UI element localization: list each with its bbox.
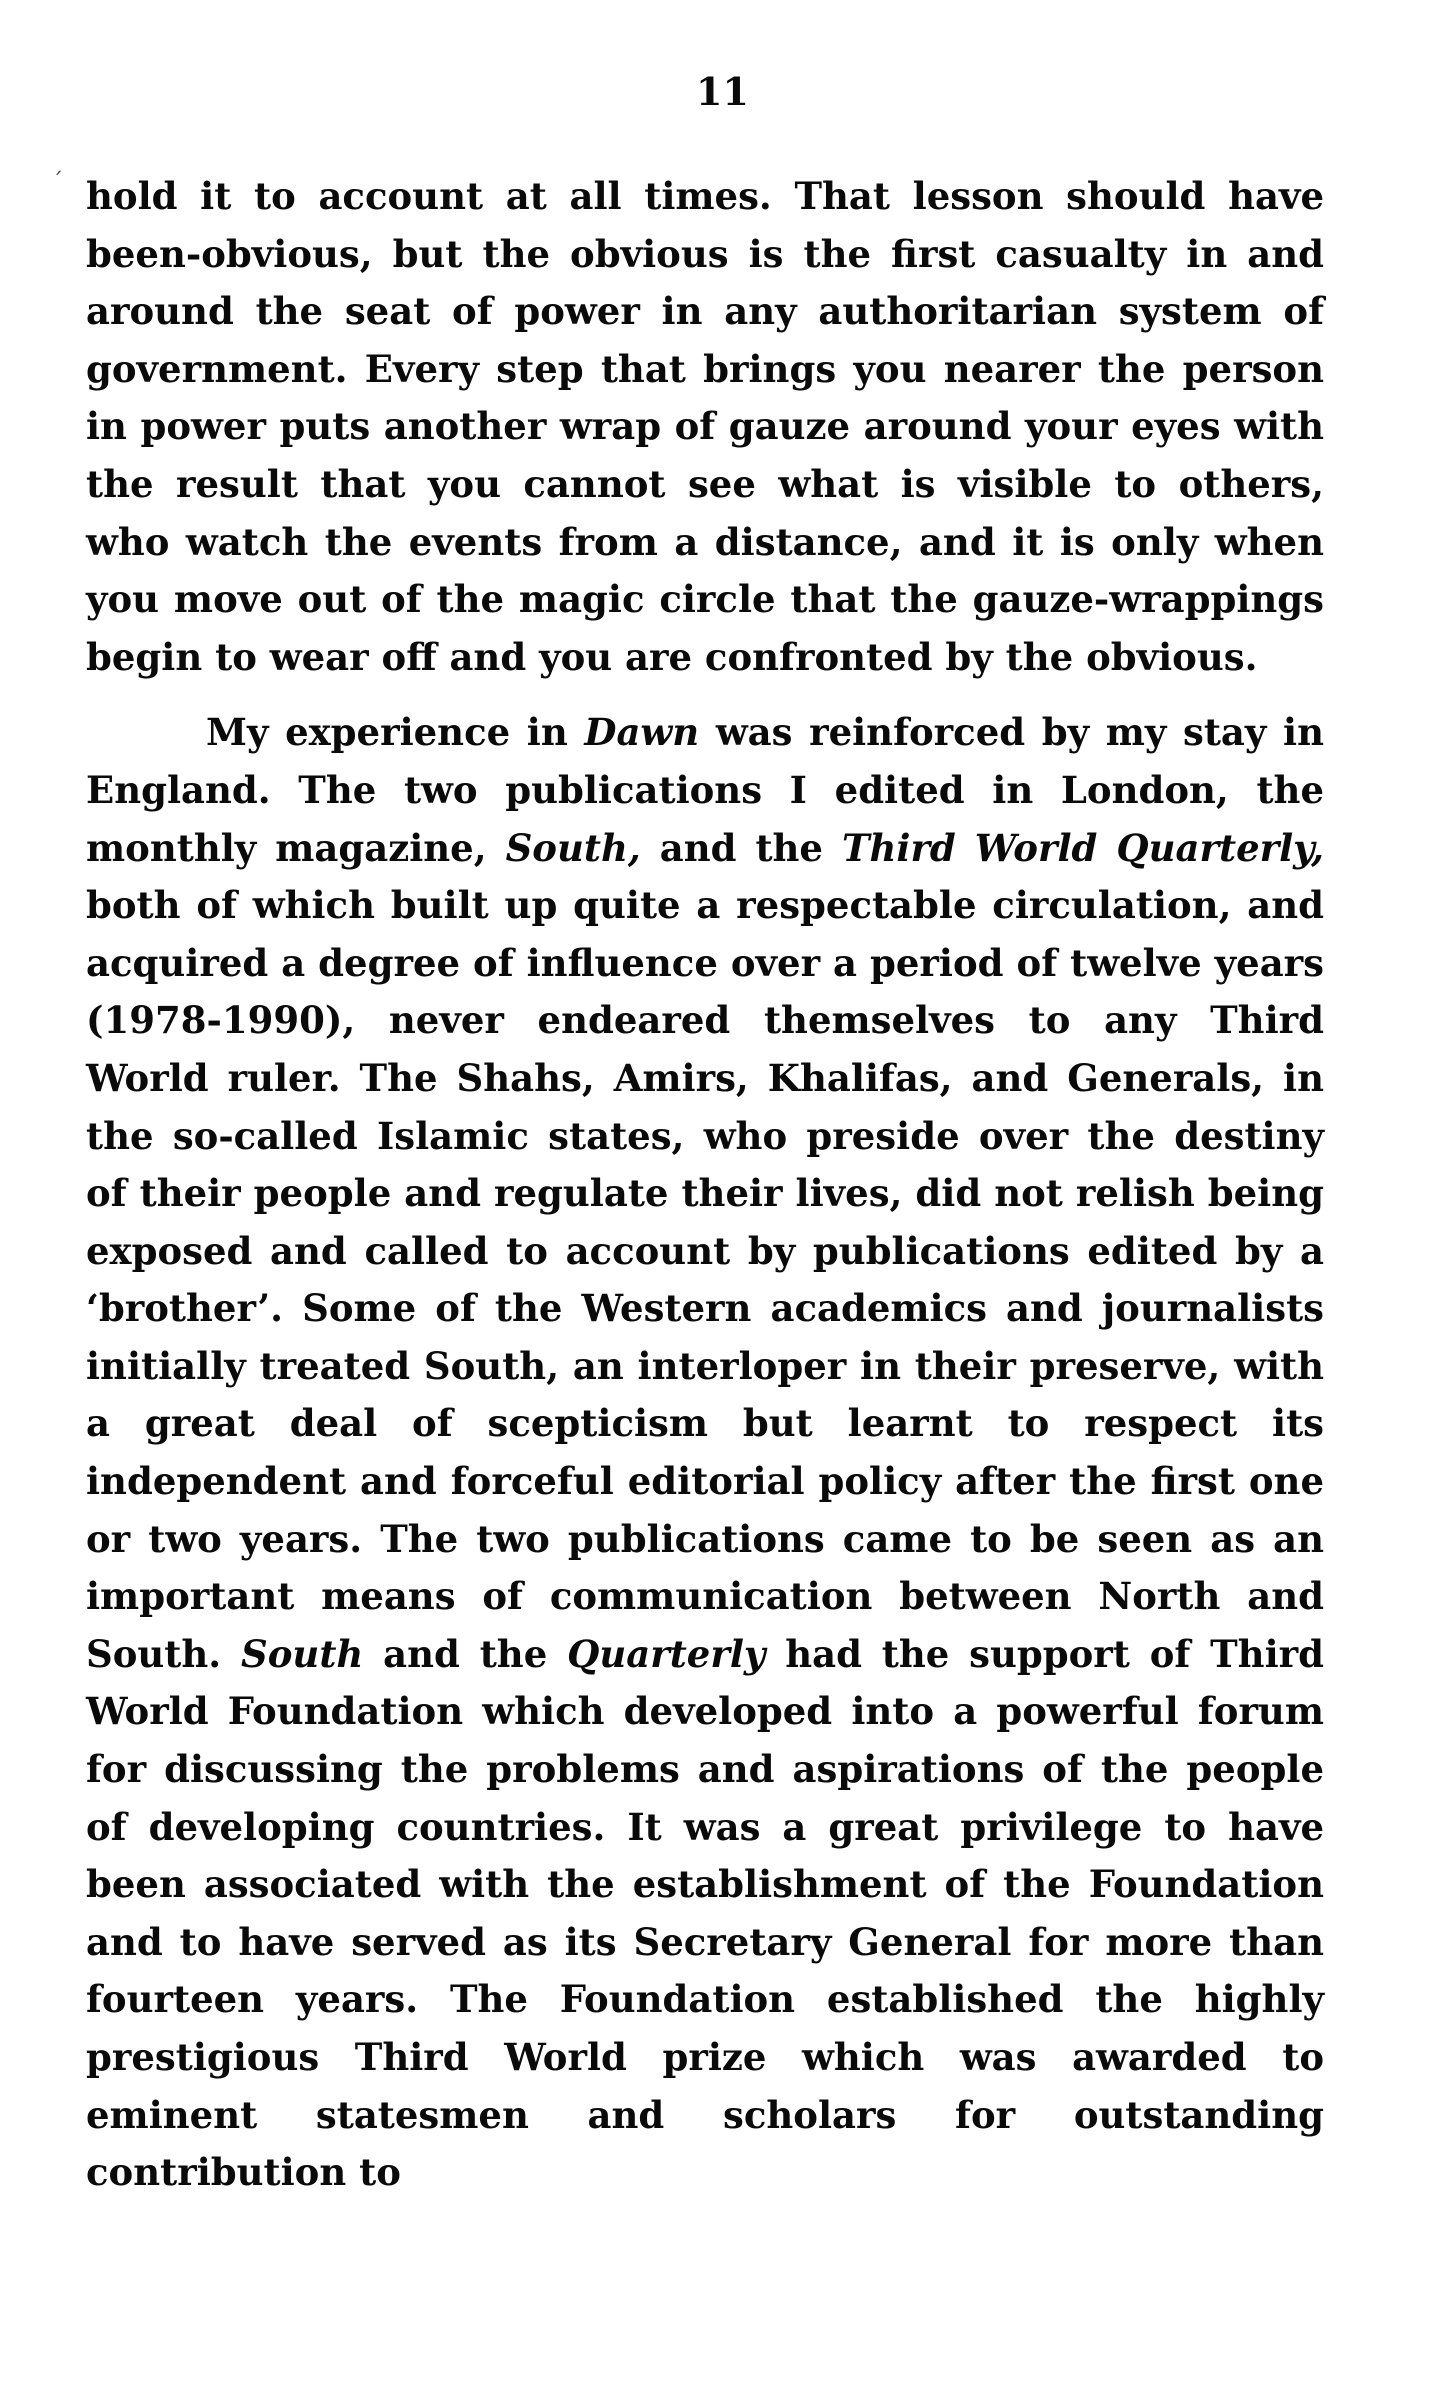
text-run: both of which built up quite a respectable circulation, and acquired a degree of influence over a period of twelve years (1978-1990), never endeared themselves to any Third World ruler. The Shahs, Amirs, Khalifas, and Generals, in the so-called Islamic states, who preside over the destiny of their people and regulate their lives, did not relish being exposed and called to account by publications edited by a ‘brother’. Some of the Western academics and journalists initially treated South, an interloper in their preserve, with a great deal of scepticism but learnt to respect its independent and forceful editorial policy after the first one or two years. The two publications came to be seen as an important means of communication between North and South. — [86, 883, 1324, 1676]
scan-mark: ´ — [52, 170, 63, 195]
text-run: My experience in — [206, 710, 585, 755]
page-number: 11 — [696, 69, 749, 114]
italic-title: South, — [505, 825, 641, 870]
italic-title: Third World Quarterly, — [841, 825, 1324, 870]
text-run: hold it to account at all times. That lesson should have been-obvious, but the obvious is the first casualty in and around the seat of power in any authoritarian system of government. Every step that brings you nearer the person in power puts another wrap of gauze around your eyes with the result that you cannot see what is visible to others, who watch the events from a distance, and it is only when you move out of the magic circle that the gauze-wrappings begin to wear off and you are confronted by the obvious. — [86, 174, 1324, 679]
paragraph-1 — [86, 168, 1324, 686]
italic-title: South — [241, 1631, 364, 1676]
paragraph-2 — [86, 704, 1324, 2201]
text-run: and the — [363, 1631, 568, 1676]
italic-title: Dawn — [584, 710, 700, 755]
body-text — [86, 168, 1324, 2202]
text-run: was reinforced by my stay in England. The two publications I edited in London, the monthly magazine, — [86, 710, 1324, 870]
text-run: had the support of Third World Foundation which developed into a powerful forum for discussing the problems and aspirations of the people of developing countries. It was a great privilege to have been associated with the establishment of the Foundation and to have served as its Secretary General for more than fourteen years. The Foundation established the highly prestigious Third World prize which was awarded to eminent statesmen and scholars for outstanding contribution to — [86, 1631, 1324, 2195]
italic-title: Quarterly — [567, 1631, 766, 1676]
text-run: and the — [640, 825, 842, 870]
